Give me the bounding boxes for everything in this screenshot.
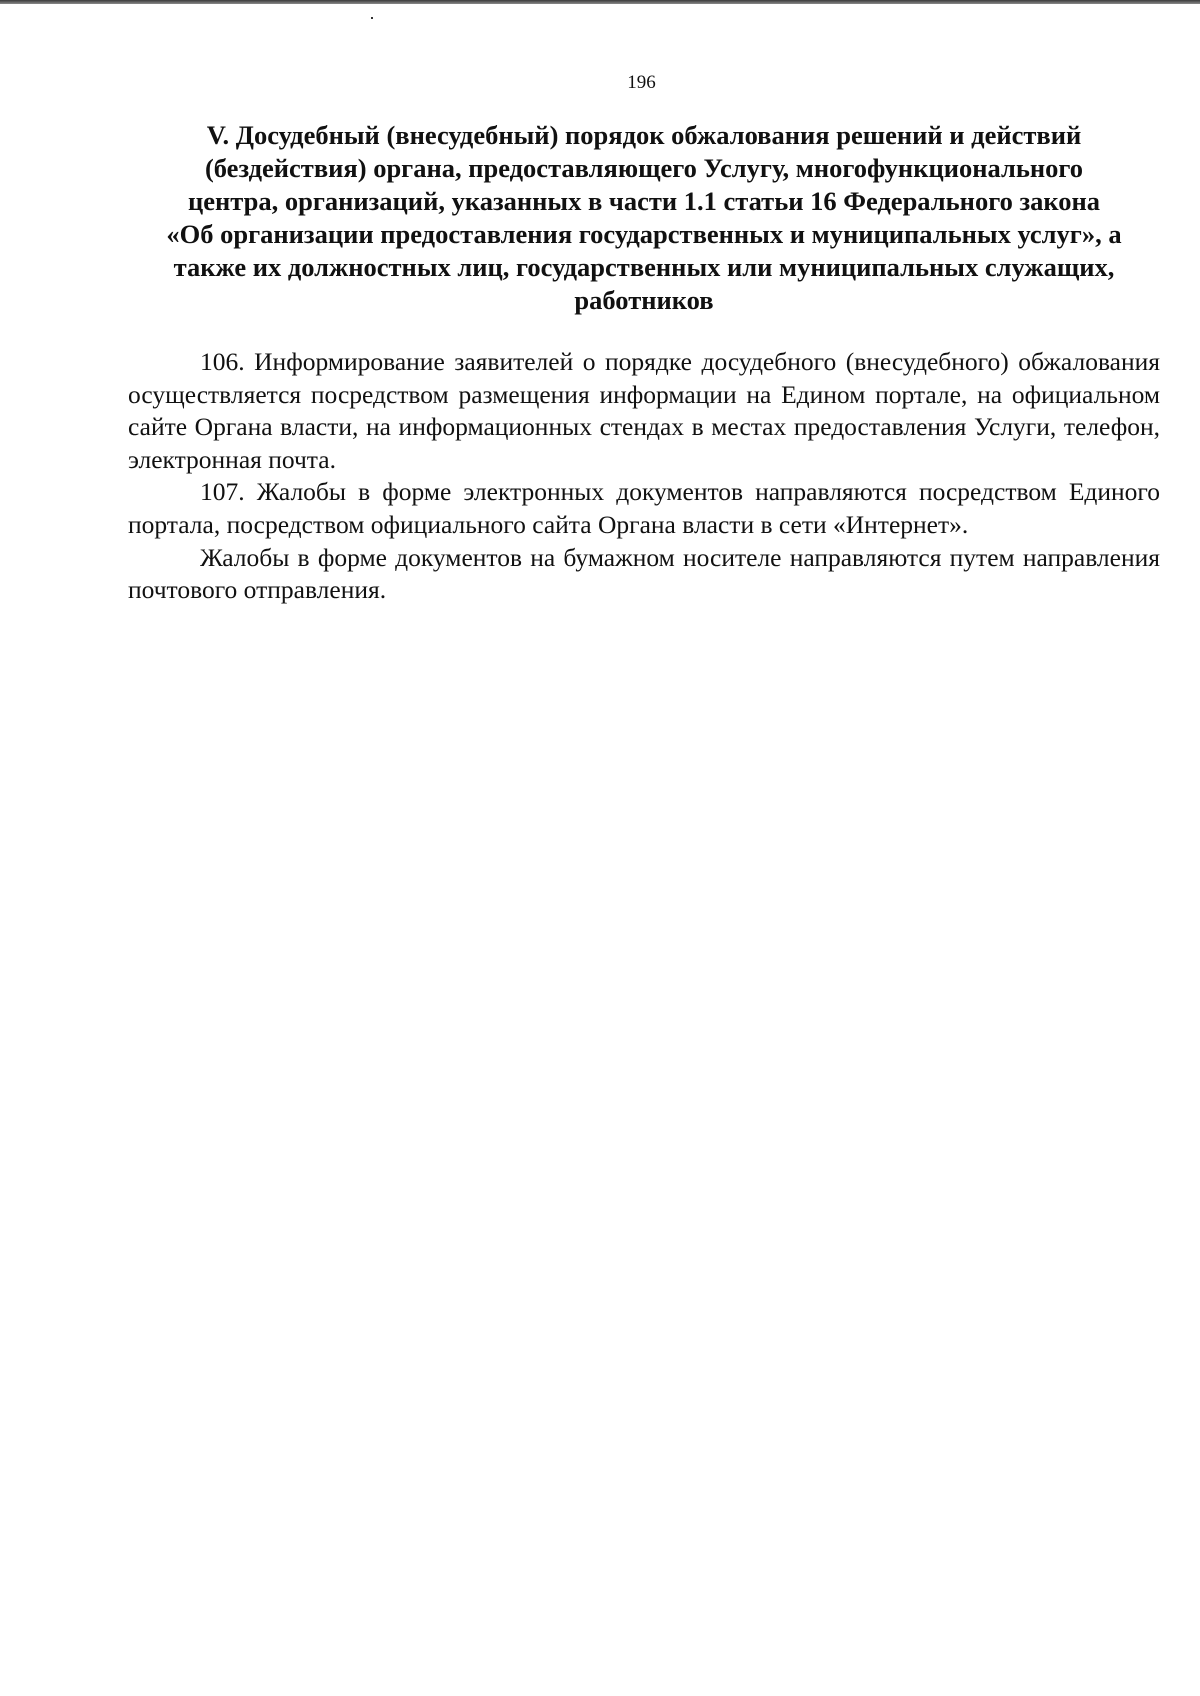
heading-line: (бездействия) органа, предоставляющего Услугу, многофункционального (204, 153, 1084, 183)
paragraph-107: 107. Жалобы в форме электронных документов направляются посредством Единого портала, посредством официального сайта Органа власти в сети «Интернет». (128, 477, 1160, 539)
paragraph-paper-complaints: Жалобы в форме документов на бумажном носителе направляются путем направления почтового отправления. (128, 542, 1160, 605)
document-body (128, 346, 1160, 607)
heading-line: работников (574, 285, 714, 315)
heading-line: также их должностных лиц, государственных или муниципальных служащих, (173, 252, 1115, 282)
page-number: 196 (627, 72, 656, 93)
heading-line: «Об организации предоставления государственных и муниципальных услуг», а (166, 219, 1122, 249)
scan-speck (371, 17, 373, 19)
paragraph-106: 106. Информирование заявителей о порядке досудебного (внесудебного) обжалования осуществляется посредством размещения информации на Едином портале, на официальном сайте Органа власти, на информационных стендах в местах предоставления Услуги, телефон, электронная почта. (128, 347, 1160, 474)
heading-line: центра, организаций, указанных в части 1.1 статьи 16 Федерального закона (187, 186, 1101, 216)
scan-top-border (0, 0, 1200, 4)
section-heading (128, 119, 1160, 317)
heading-line: V. Досудебный (внесудебный) порядок обжалования решений и действий (206, 120, 1082, 150)
